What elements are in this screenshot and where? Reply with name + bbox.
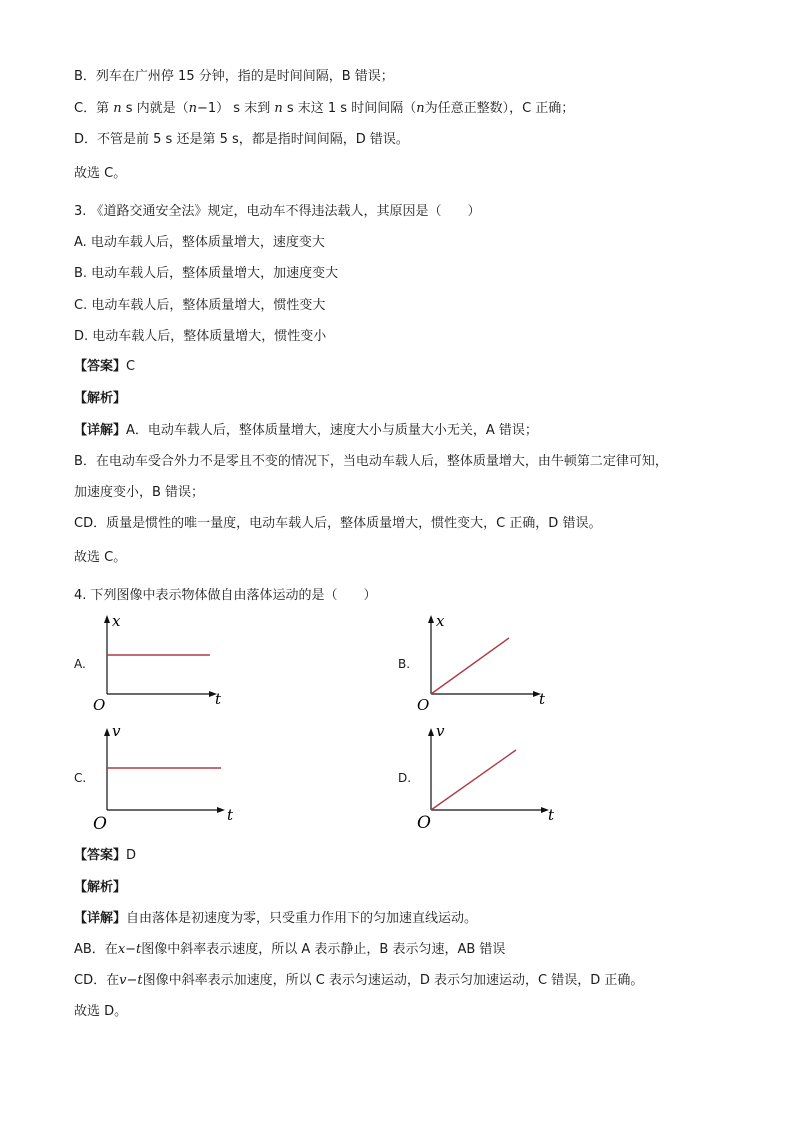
graph-b-data-line xyxy=(431,638,509,694)
q3-detail-1 xyxy=(74,422,538,440)
q4-conclusion: 故选 D。 xyxy=(74,1004,128,1019)
graph-c-x-arrow xyxy=(217,807,225,813)
graph-a-label: A. xyxy=(74,657,86,671)
q3-option-a: A. 电动车载人后，整体质量增大，速度变大 xyxy=(74,235,325,250)
q3-detail-2: B．在电动车受合外力不是零且不变的情况下，当电动车载人后，整体质量增大，由牛顿第二定律可知， xyxy=(74,454,668,469)
q4-detail-ab xyxy=(74,941,505,959)
graph-a-y-label: x xyxy=(112,612,121,630)
q3-answer xyxy=(74,358,135,376)
detail-text: 自由落体是初速度为零，只受重力作用下的匀加速直线运动。 xyxy=(126,911,478,926)
detail-ab-text: 图像中斜率表示速度，所以 A 表示静止，B 表示匀速，AB 错误 xyxy=(141,942,506,957)
answer-value: D xyxy=(126,848,137,863)
graph-d-origin: O xyxy=(417,813,431,833)
graph-c-y-arrow xyxy=(104,728,110,736)
q4-detail-1 xyxy=(74,910,477,928)
graph-a-origin: O xyxy=(93,696,106,714)
q3-conclusion: 故选 C。 xyxy=(74,550,127,565)
prev-line-c-part4: s 末这 1 s 时间间隔（ xyxy=(282,101,417,116)
math-n: n xyxy=(274,101,283,116)
graph-b-x-label: t xyxy=(539,690,546,708)
math-x-t: x−t xyxy=(117,942,142,957)
graph-a xyxy=(88,612,238,717)
graph-d-data-line xyxy=(431,750,516,810)
graph-a-x-label: t xyxy=(215,690,222,708)
graph-b xyxy=(412,612,562,717)
math-n: n xyxy=(113,101,122,116)
prev-line-c-part1: C．第 xyxy=(74,101,114,116)
prev-line-c-part5: 为任意正整数），C 正确； xyxy=(424,101,575,116)
q4-stem: 4. 下列图像中表示物体做自由落体运动的是（ ） xyxy=(74,588,377,603)
graph-b-y-arrow xyxy=(428,615,434,623)
q3-option-d: D. 电动车载人后，整体质量增大，惯性变小 xyxy=(74,329,327,344)
detail-tag: 【详解】 xyxy=(74,423,127,438)
graph-d-label: D. xyxy=(398,771,412,785)
graph-b-y-label: x xyxy=(436,612,445,630)
graph-b-label: B. xyxy=(398,657,411,671)
prev-conclusion: 故选 C。 xyxy=(74,166,127,181)
graph-d xyxy=(412,724,567,834)
answer-tag: 【答案】 xyxy=(74,359,127,374)
graph-c xyxy=(88,724,243,834)
detail-tag: 【详解】 xyxy=(74,911,127,926)
graph-d-x-label: t xyxy=(548,806,555,824)
graph-a-y-arrow xyxy=(104,615,110,623)
graph-c-y-label: v xyxy=(112,722,121,740)
graph-d-y-label: v xyxy=(436,722,445,740)
detail-ab-prefix: AB．在 xyxy=(74,942,118,957)
q3-detail-3: 加速度变小，B 错误； xyxy=(74,485,205,500)
prev-line-c xyxy=(74,100,574,118)
q3-stem: 3. 《道路交通安全法》规定，电动车不得违法载人，其原因是（ ） xyxy=(74,204,481,219)
answer-value: C xyxy=(126,359,136,374)
prev-line-c-part2: s 内就是（ xyxy=(121,101,189,116)
detail-text: A．电动车载人后，整体质量增大，速度大小与质量大小无关，A 错误； xyxy=(126,423,538,438)
graph-d-y-arrow xyxy=(428,728,434,736)
q4-answer xyxy=(74,847,136,865)
q4-analysis-tag: 【解析】 xyxy=(74,880,127,895)
detail-cd-text: 图像中斜率表示加速度，所以 C 表示匀速运动，D 表示匀加速运动，C 错误，D 正确。 xyxy=(142,973,644,988)
graph-b-origin: O xyxy=(417,696,430,714)
prev-line-d: D．不管是前 5 s 还是第 5 s，都是指时间间隔，D 错误。 xyxy=(74,132,409,147)
q3-detail-4: CD．质量是惯性的唯一量度，电动车载人后，整体质量增大，惯性变大，C 正确，D 错误。 xyxy=(74,516,602,531)
q3-option-c: C. 电动车载人后，整体质量增大，惯性变大 xyxy=(74,298,326,313)
prev-line-b: B．列车在广州停 15 分钟，指的是时间间隔，B 错误； xyxy=(74,69,394,84)
math-v-t: v−t xyxy=(119,973,143,988)
prev-line-c-part3: −1） s 末到 xyxy=(197,101,275,116)
graph-c-label: C. xyxy=(74,771,87,785)
q3-option-b: B. 电动车载人后，整体质量增大，加速度变大 xyxy=(74,266,339,281)
math-n: n xyxy=(188,101,198,116)
math-n: n xyxy=(416,101,425,116)
answer-tag: 【答案】 xyxy=(74,848,127,863)
graph-c-x-label: t xyxy=(227,806,234,824)
graph-c-origin: O xyxy=(93,814,107,834)
detail-cd-prefix: CD．在 xyxy=(74,973,120,988)
q3-analysis-tag: 【解析】 xyxy=(74,391,127,406)
q4-detail-cd xyxy=(74,972,643,990)
